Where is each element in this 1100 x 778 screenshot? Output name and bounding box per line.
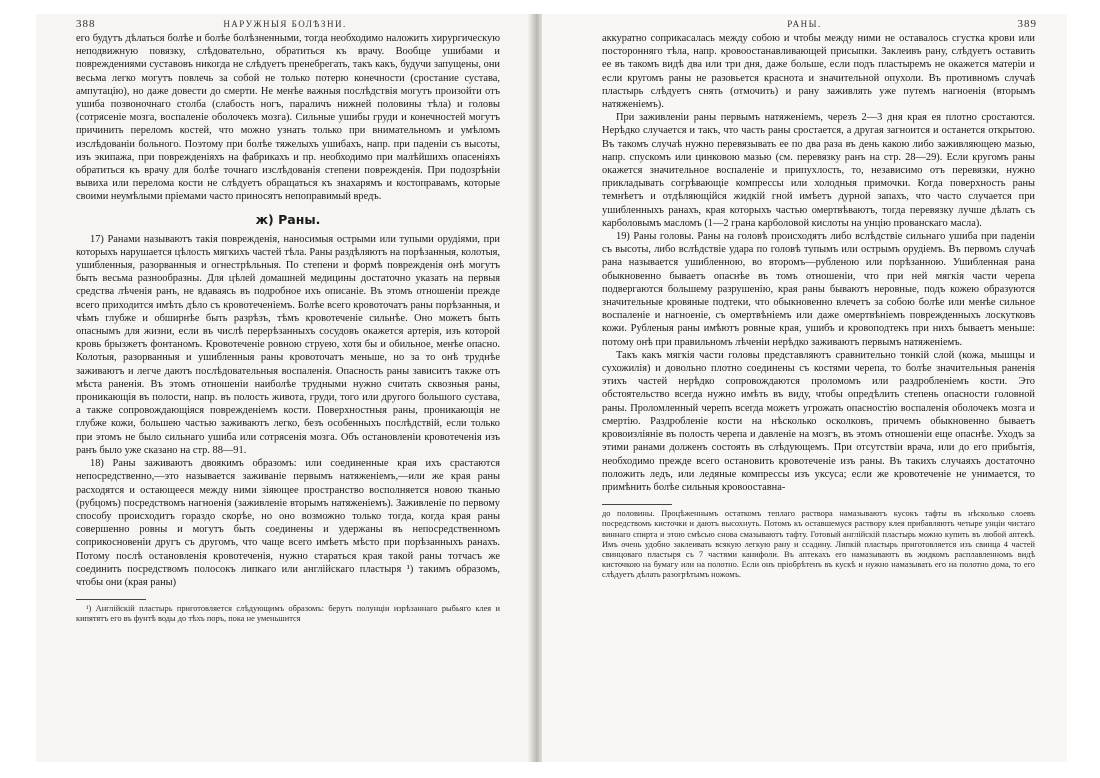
- paragraph: 17) Ранами называютъ такія поврежденія, наносимыя острыми или тупыми орудіями, при которыхъ нарушается цѣлость мягкихъ частей тѣла. Раны раздѣляютъ на порѣзанныя, колотыя, ушибленныя, разорванныя и огнестрѣльныя. По степени и формѣ поврежденія онѣ могутъ быть весьма разнообразны. Для цѣлей домашней медицины достаточно указать на первыя средства лѣченія ранъ, не вдаваясь въ подробное ихъ описаніе. Въ этомъ отношеніи прежде всего приходится имѣть дѣло съ кровотеченіемъ. Болѣе всего кровоточатъ раны порѣзанныя, и чѣмъ глубже и обширнѣе быть разрѣзъ, тѣмъ кровотеченіе сильнѣе. Оно можетъ быть опаснымъ для жизни, если въ числѣ перерѣзанныхъ сосудовъ окажется артерія, изъ которой кровь брызжетъ фонтаномъ. Кровотеченіе ровною струею, хотя бы и обильное, менѣе опасно. Колотыя, разорванныя и ушибленныя раны кровоточатъ меньше, но за то онѣ труднѣе заживаютъ и легче даютъ послѣдовательныя воспаленія. Опасность раны зависитъ также отъ мѣста раненія. Въ этомъ отношеніи наиболѣе трудными нужно считать сквозныя раны, проникающія въ полости, напр. въ полость живота, груди, того или другого большого сустава, а также сопровождающіяся поврежденіемъ кости. Поверхностныя раны, проникающія не глубже кожи, большею частью заживаютъ легко, безъ особенныхъ послѣдствій, если только при этомъ не было сильнаго ушиба или сотрясенія мозга. Объ остановленіи кровотеченія изъ ранъ было уже сказано на стр. 88—91.: [76, 233, 500, 456]
- page-number: 388: [76, 18, 96, 30]
- footnote: ¹) Англійскій пластырь приготовляется слѣдующимъ образомъ: берутъ полунціи изрѣзаннаго рыбьяго клея и кипятятъ его въ фунтѣ воды до тѣхъ поръ, пока не уменьшится: [76, 604, 500, 624]
- running-head: НАРУЖНЫЯ БОЛѢЗНИ.: [223, 19, 347, 29]
- section-title: ж) Раны.: [255, 211, 321, 227]
- paragraph: 18) Раны заживаютъ двоякимъ образомъ: или соединенные края ихъ срастаются непосредственно,—это называется заживаніе первымъ натяженіемъ,—или же края раны расходятся и остающееся между ними зіяющее пространство восполняется новою тканью (рубцомъ) посредствомъ нагноенія (заживленіе вторымъ натяженіемъ). Заживленіе по первому способу происходитъ гораздо скорѣе, но оно возможно только тогда, когда края раны совершенно ровны и могутъ быть соединены и удержаны въ непосредственномъ соприкосновеніи другъ съ другомъ, что чаще всего имѣетъ мѣсто при порѣзанныхъ ранахъ. Потому послѣ остановленія кровотеченія, нужно стараться края такой раны тотчасъ же соединить посредствомъ полосокъ липкаго или англійскаго пластыря ¹) такимъ образомъ, чтобы они (края раны): [76, 458, 500, 588]
- left-page: [36, 14, 534, 762]
- paragraph: При заживленіи раны первымъ натяженіемъ, черезъ 2—3 дня края ея плотно сростаются. Нерѣдко случается и такъ, что часть раны сростается, а другая загноится и останется открытою. Въ такомъ случаѣ нужно перевязывать ее по два раза въ день какою либо заживляющею мазью, напр. спускомъ или цинковою мазью (см. перевязку ранъ на стр. 28—29). Если кругомъ раны окажется значительное воспаленіе и припухлость, то, независимо отъ перевязки, нужно прикладывать согрѣвающіе компрессы или холодныя примочки. Когда поверхность раны темнѣетъ и отдѣляющійся жидкій гной имѣетъ дурной запахъ, что часто случается при ушибленныхъ ранахъ, края которыхъ частью омертвѣваютъ, тогда перевязку лучше дѣлать съ карболовымъ масломъ (1—2 грана карболовой кислоты на унцію прованскаго масла).: [602, 112, 1035, 229]
- footnote-rule: [76, 599, 146, 600]
- right-page: [542, 14, 1067, 762]
- left-page-body: [36, 32, 534, 625]
- paragraph: Такъ какъ мягкія части головы представляютъ сравнительно тонкій слой (кожа, мышцы и сухожилія) и довольно плотно соединены съ костями черепа, то болѣе значительныя раненія этихъ частей нерѣдко сопровождаются проломомъ или раздробленіемъ кости. Это обстоятельство всегда нужно имѣть въ виду, чтобы опредѣлить степень опасности головной раны. Проломленный черепъ всегда можетъ угрожать опасностію воспаленія оболочекъ мозга и смертію. Раздробленіе кости на нѣсколько осколковъ, причемъ обыкновенно бываетъ кровоизліяніе въ полость черепа и давленіе на мозгъ, въ этомъ отношеніи еще опаснѣе. Уходъ за этими ранами долженъ состоять въ слѣдующемъ. При отсутствіи врача, или до его прибытія, необходимо прежде всего остановить кровотеченіе изъ раны. Въ такихъ случаяхъ достаточно положить ледъ, или ледяные компрессы изъ уксуса; если же кровотеченіе не унимается, то примѣнить болѣе сильныя кровооставна-: [602, 349, 1035, 493]
- right-page-header: [542, 14, 1067, 32]
- footnote-rule: [602, 504, 672, 505]
- page-number: 389: [1017, 18, 1037, 30]
- left-page-header: [36, 14, 534, 32]
- running-head: РАНЫ.: [787, 19, 822, 29]
- paragraph: 19) Раны головы. Раны на головѣ происходятъ либо вслѣдствіе сильнаго ушиба при паденіи съ высоты, либо вслѣдствіе удара по головѣ тупымъ или острымъ орудіемъ. Въ первомъ случаѣ рана называется ушибленною, во второмъ—рубленою или порѣзанною. Ушибленная рана обыкновенно бываетъ опаснѣе въ томъ отношеніи, что при ней мягкія части черепа подвергаются большему разрушенію, края раны бываютъ неровные, подъ кожею образуются значительные кровяные подтеки, что обыкновенно влечетъ за собою болѣе или менѣе сильное воспаленіе и нагноеніе, съ омертвѣніемъ или даже омертвѣніемъ поврежденныхъ лоскутковъ кожи. Рубленыя раны имѣютъ ровные края, ушибъ и кровоподтекъ при нихъ бываетъ меньше: потому онѣ при правильномъ лѣченіи нерѣдко заживаютъ первымъ натяженіемъ.: [602, 231, 1035, 348]
- paragraph: аккуратно соприкасалась между собою и чтобы между ними не оставалось сгустка крови или посторонняго тѣла, напр. кровоостанавливающей присыпки. Заклеивъ рану, слѣдуетъ оставить ее въ такомъ видѣ два или три дня, даже больше, если подъ пластыремъ не окажется матеріи и если кругомъ раны не разовьется краснота и значительной опухоли. Въ противномъ случаѣ пластырь слѣдуетъ снять (отмочить) и рану заживлять уже путемъ нагноенія (вторымъ натяженіемъ).: [602, 33, 1035, 111]
- book-spread: [36, 14, 1067, 762]
- footnote: до половины. Процѣженнымъ остаткомъ теплаго раствора намазываютъ кусокъ тафты въ нѣсколько слоевъ посредствомъ кисточки и даютъ высохнуть. Потомъ къ оставшемуся раствору клея прибавляютъ четыре унціи чистаго виннаго спирта и этою смѣсью снова смазываютъ тафту. Готовый англійскій пластырь можно купить въ любой аптекѣ. Имъ очень удобно заклеивать всякую легкую рану и ссадину. Липкій пластырь приготовляется изъ свинца 4 частей свинцоваго пластыря съ 7 частями канифоли. Въ аптекахъ его намазываютъ въ жидкомъ расплавленномъ видѣ кисточкою на бумагу или на полотно. Если онъ пріобрѣтенъ въ кускѣ и нужно намазывать его на полотно дома, то его слѣдуетъ дѣлать разогрѣтымъ ножомъ.: [602, 509, 1035, 580]
- right-page-body: [542, 32, 1067, 581]
- paragraph: его будутъ дѣлаться болѣе и болѣе болѣзненными, тогда необходимо наложить хирургическую неподвижную повязку, слѣдовательно, обратиться къ врачу. Вообще ушибами и повреждениями суставовъ никогда не слѣдуетъ пренебрегать, такъ какъ, будучи запущены, они весьма легко могутъ повлечь за собой не только потерю конечности (сростание сустава, ампутацію), но даже довести до смерти. Не менѣе важныя послѣдствія могутъ произойти отъ ушиба позвоночнаго столба (слабость ногъ, параличъ нижней половины тѣла) и головы (сотрясеніе мозга, воспаленіе оболочекъ мозга). Сильные ушибы груди и конечностей могутъ причинить переломъ костей, что можно узнать только при внимательномъ и умѣломъ изслѣдованіи больного. Поэтому при болѣе тяжелыхъ ушибахъ, напр. при паденіи съ высоты, изъ экипажа, при поврежденіяхъ на фабрикахъ и пр. необходимо при малѣйшихъ опасеніяхъ обратиться къ врачу для болѣе точнаго изслѣдованія степени поврежденія. При подозрѣніи вывиха или перелома кости не слѣдуетъ обращаться къ знахарямъ и костоправамъ, которые своими неумѣлыми пріемами часто приносятъ непоправимый вредъ.: [76, 33, 500, 203]
